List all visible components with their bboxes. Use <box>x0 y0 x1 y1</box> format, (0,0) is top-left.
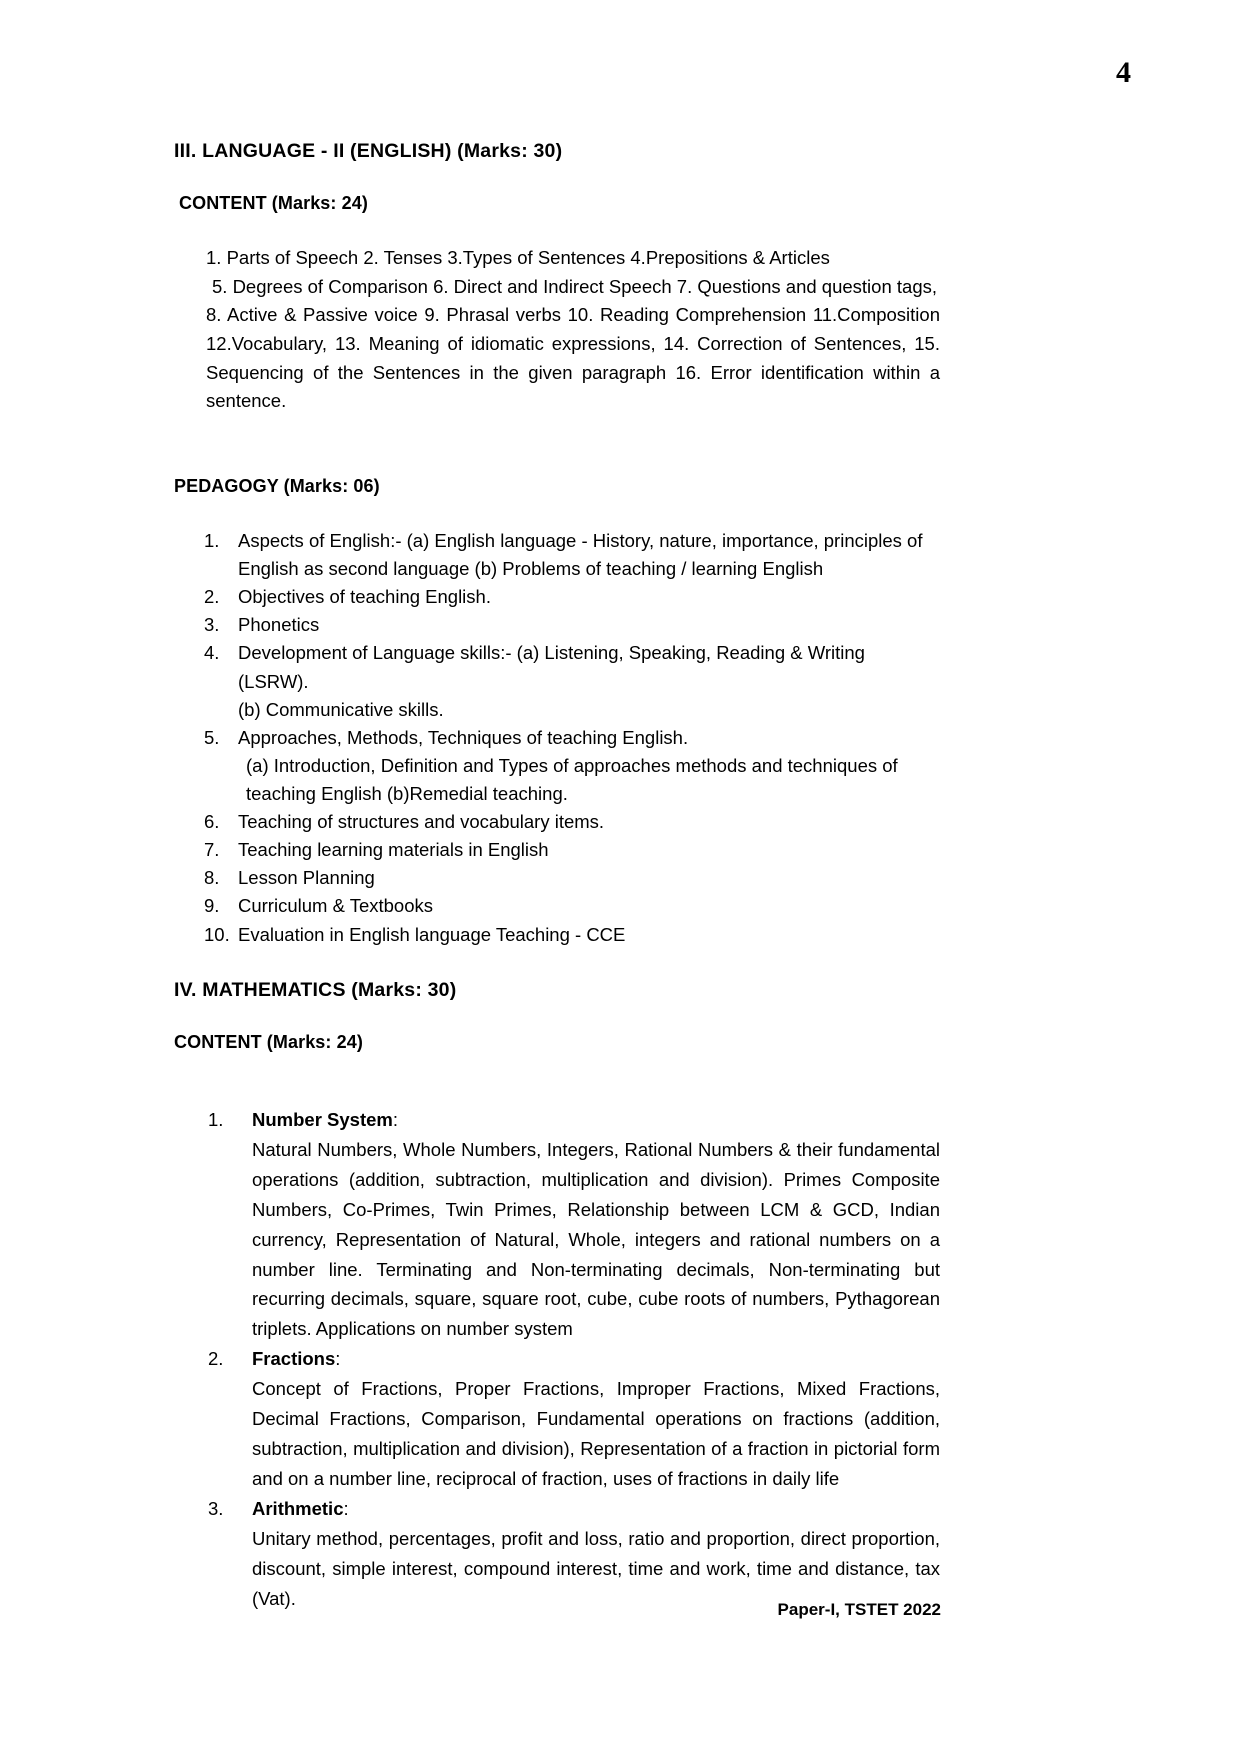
list-item <box>204 611 940 639</box>
list-item-colon: : <box>335 1348 341 1370</box>
pedagogy-list <box>204 527 940 949</box>
document-content <box>174 140 940 1614</box>
list-item <box>204 836 940 864</box>
language-section-heading: III. LANGUAGE - II (ENGLISH) (Marks: 30) <box>174 140 563 162</box>
list-item-text: Lesson Planning <box>238 867 375 889</box>
list-item <box>204 639 940 723</box>
list-item-title: Fractions <box>252 1348 336 1370</box>
spacer <box>174 214 940 244</box>
list-item-subline: English as second language (b) Problems of teaching / learning English <box>238 558 824 580</box>
list-item-number: 1. <box>204 530 220 552</box>
list-item <box>204 808 940 836</box>
list-item-number: 10. <box>204 923 230 945</box>
list-item-title: Arithmetic <box>252 1498 344 1520</box>
list-item-text: Evaluation in English language Teaching - CCE <box>238 923 626 945</box>
list-item-text: Objectives of teaching English. <box>238 586 491 608</box>
language-content-line-1: 1. Parts of Speech 2. Tenses 3.Types of Sentences 4.Prepositions & Articles <box>206 247 830 268</box>
list-item <box>204 724 940 808</box>
list-item-body: Unitary method, percentages, profit and loss, ratio and proportion, direct proportion, discount, simple interest, compound interest, time and work, time and distance, tax (Vat). <box>252 1528 940 1610</box>
language-content-line-2: 5. Degrees of Comparison 6. Direct and Indirect Speech 7. Questions and question tags, <box>212 275 937 297</box>
list-item-text: Phonetics <box>238 614 320 636</box>
list-item-number: 1. <box>208 1108 224 1130</box>
mathematics-content-heading: CONTENT (Marks: 24) <box>174 1031 363 1052</box>
list-item-number: 3. <box>208 1498 224 1520</box>
list-item-number: 2. <box>204 586 220 608</box>
spacer <box>174 1002 940 1032</box>
list-item-number: 9. <box>204 895 220 917</box>
list-item <box>204 1344 940 1494</box>
list-item-number: 3. <box>204 614 220 636</box>
list-item-colon: : <box>392 1108 398 1130</box>
list-item-number: 2. <box>208 1348 224 1370</box>
list-item-title: Number System <box>252 1108 393 1130</box>
footer-text: Paper-I, TSTET 2022 <box>777 1600 941 1619</box>
language-content-paragraph: 8. Active & Passive voice 9. Phrasal verbs 10. Reading Comprehension 11.Composition 12.Vocabulary, 13. Meaning of idiomatic expressions, 14. Correction of Sentences, 15. Sequencing of the Sentences in the given paragraph 16. Error identification within a sentence. <box>206 304 940 412</box>
list-item-body: Natural Numbers, Whole Numbers, Integers, Rational Numbers & their fundamental operations (addition, subtraction, multiplication and division). Primes Composite Numbers, Co-Primes, Twin Primes, Relationship between LCM & GCD, Indian currency, Representation of Natural, Whole, integers and rational numbers on a number line. Terminating and Non-terminating decimals, Non-terminating but recurring decimals, square, square root, cube, cube roots of numbers, Pythagorean triplets. Applications on number system <box>252 1138 940 1340</box>
list-item-text: Teaching of structures and vocabulary items. <box>238 811 605 833</box>
list-item-number: 8. <box>204 867 220 889</box>
spacer <box>174 949 940 979</box>
list-item-text: Development of Language skills:- (a) Listening, Speaking, Reading & Writing (LSRW). <box>238 642 865 692</box>
list-item-number: 7. <box>204 839 220 861</box>
language-content-heading: CONTENT (Marks: 24) <box>179 193 368 213</box>
list-item-subline: teaching English (b)Remedial teaching. <box>246 783 568 805</box>
spacer <box>174 1093 940 1105</box>
language-content-block <box>206 244 940 416</box>
spacer <box>174 416 940 456</box>
spacer <box>174 163 940 193</box>
list-item <box>204 1105 940 1345</box>
list-item-subline: (a) Introduction, Definition and Types of approaches methods and techniques of <box>246 754 898 776</box>
list-item <box>204 527 940 583</box>
list-item-number: 5. <box>204 726 220 748</box>
list-item-body: Concept of Fractions, Proper Fractions, Improper Fractions, Mixed Fractions, Decimal Fractions, Comparison, Fundamental operations on fractions (addition, subtraction, multiplication and division), Representation of a fraction in pictorial form and on a number line, reciprocal of fraction, uses of fractions in daily life <box>252 1378 940 1490</box>
list-item-text: Curriculum & Textbooks <box>238 895 434 917</box>
list-item-text: Teaching learning materials in English <box>238 839 549 861</box>
mathematics-list <box>204 1105 940 1614</box>
page-number: 4 <box>1116 56 1131 89</box>
pedagogy-heading: PEDAGOGY (Marks: 06) <box>174 476 380 497</box>
list-item-subline: (b) Communicative skills. <box>238 698 444 720</box>
list-item <box>204 864 940 892</box>
list-item <box>204 1494 940 1614</box>
mathematics-section-heading: IV. MATHEMATICS (Marks: 30) <box>174 978 457 1001</box>
list-item-colon: : <box>343 1498 349 1520</box>
list-item-number: 4. <box>204 642 220 664</box>
list-item <box>204 892 940 920</box>
list-item-text: Approaches, Methods, Techniques of teaching English. <box>238 726 689 748</box>
spacer <box>174 1053 940 1093</box>
list-item <box>204 583 940 611</box>
list-item <box>204 921 940 949</box>
spacer <box>174 497 940 527</box>
list-item-number: 6. <box>204 811 220 833</box>
page-footer <box>0 1600 1241 1620</box>
spacer <box>174 456 940 476</box>
list-item-text: Aspects of English:- (a) English language - History, nature, importance, principles of <box>238 530 923 552</box>
